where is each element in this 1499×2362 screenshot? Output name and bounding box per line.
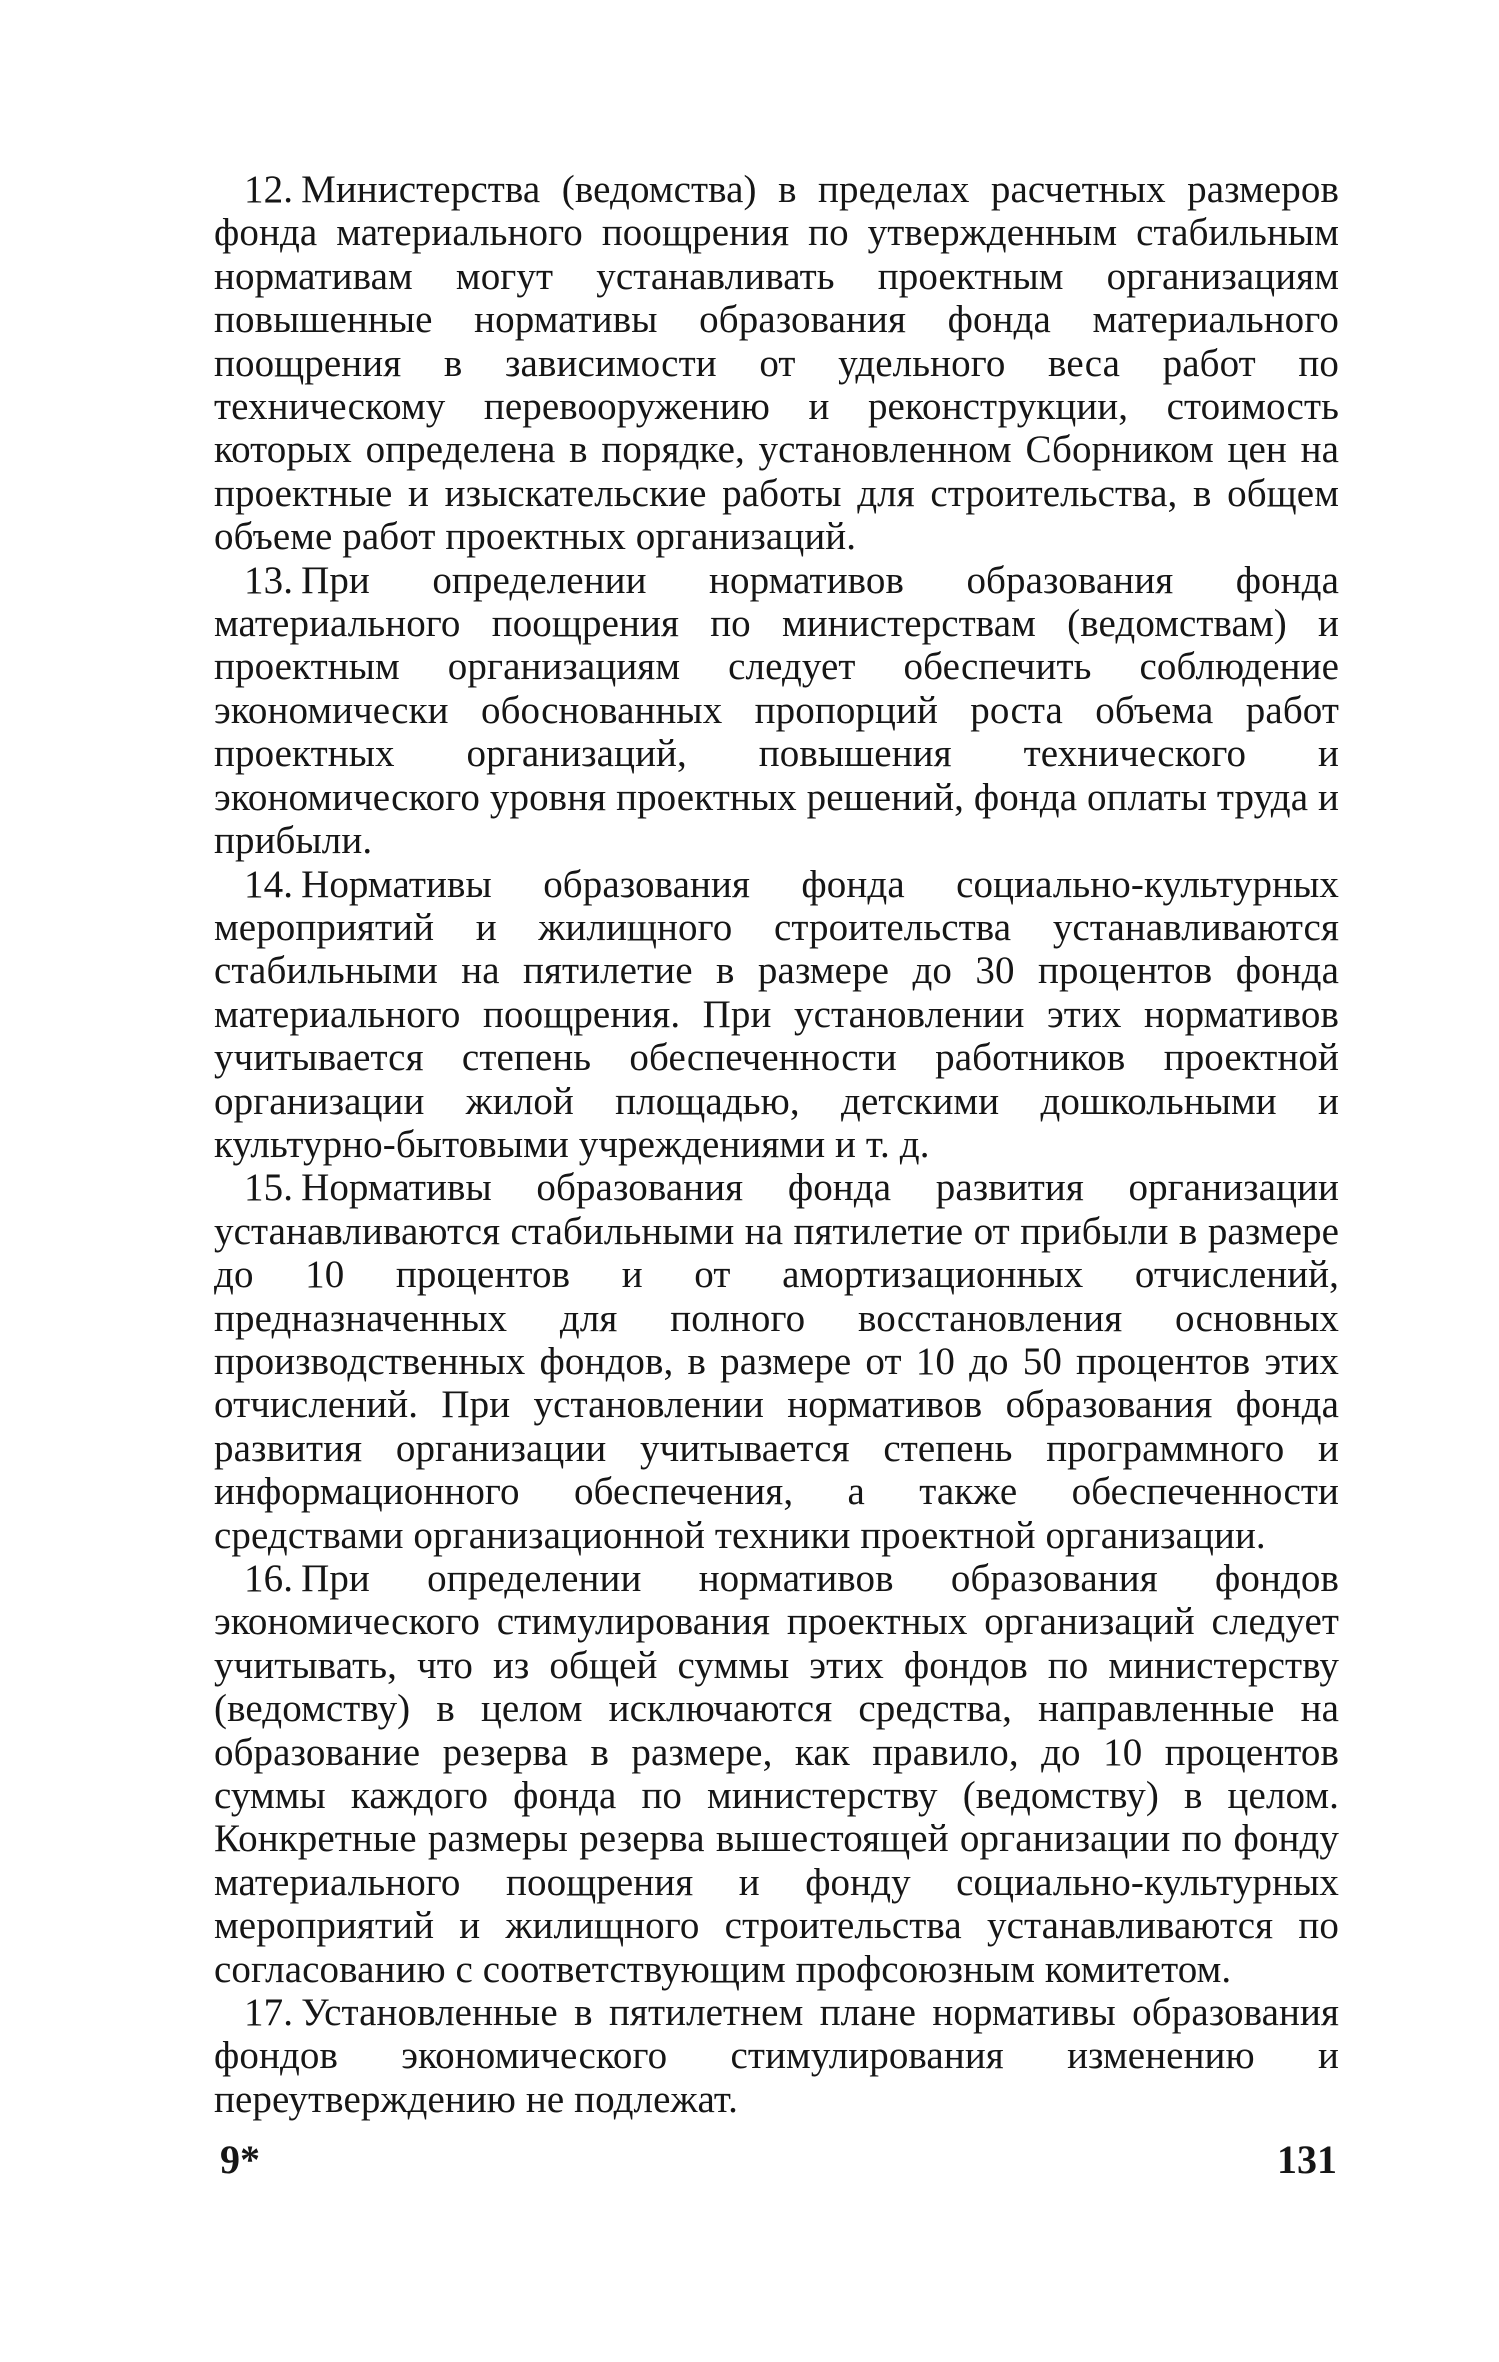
body-text <box>214 168 1339 2121</box>
paragraph-number: 16. <box>244 1557 294 1600</box>
paragraph-13 <box>214 559 1339 863</box>
document-page <box>214 168 1339 2288</box>
paragraph-text: Нормативы образования фонда развития организации устанавливаются стабильными на пятилетие от прибыли в размере до 10 процентов и от амортизационных отчислений, предназначенных для полного восстановления основных производственных фондов, в размере от 10 до 50 процентов этих отчислений. При установлении нормативов образования фонда развития организации учитывается степень программного и информационного обеспечения, а также обеспеченности средствами организационной техники проектной организации. <box>214 1166 1339 1557</box>
paragraph-text: Установленные в пятилетнем плане нормативы образования фондов экономического стимулирования изменению и переутверждению не подлежат. <box>214 1991 1339 2121</box>
paragraph-number: 13. <box>244 558 294 602</box>
paragraph-number: 15. <box>244 1166 294 1210</box>
paragraph-number: 17. <box>244 1991 294 2035</box>
paragraph-text: При определении нормативов образования фонда материального поощрения по министерствам (ведомствам) и проектным организациям следует обеспечить соблюдение экономически обоснованных пропорций роста объема работ проектных организаций, повышения технического и экономического уровня проектных решений, фонда оплаты труда и прибыли. <box>214 558 1339 863</box>
paragraph-number: 14. <box>244 862 294 906</box>
page-number: 131 <box>1277 2137 1337 2182</box>
paragraph-17 <box>214 1991 1339 2121</box>
paragraph-12 <box>214 168 1339 559</box>
paragraph-number: 12. <box>244 168 294 211</box>
page-footer <box>214 2136 1339 2196</box>
signature-mark: 9* <box>220 2137 260 2182</box>
paragraph-text: Нормативы образования фонда социально-культурных мероприятий и жилищного строительства устанавливаются стабильными на пятилетие в размере до 30 процентов фонда материального поощрения. При установлении этих нормативов учитывается степень обеспеченности работников проектной организации жилой площадью, детскими дошкольными и культурно-бытовыми учреждениями и т. д. <box>214 862 1339 1166</box>
paragraph-16 <box>214 1557 1339 1991</box>
paragraph-14 <box>214 863 1339 1167</box>
paragraph-text: Министерства (ведомства) в пределах расчетных размеров фонда материального поощрения по утвержденным стабильным нормативам могут устанавливать проектным организациям повышенные нормативы образования фонда материального поощрения в зависимости от удельного веса работ по техническому перевооружению и реконструкции, стоимость которых определена в порядке, установленном Сборником цен на проектные и изыскательские работы для строительства, в общем объеме работ проектных организаций. <box>214 168 1339 559</box>
paragraph-15 <box>214 1166 1339 1557</box>
paragraph-text: При определении нормативов образования фондов экономического стимулирования проектных организаций следует учитывать, что из общей суммы этих фондов по министерству (ведомству) в целом исключаются средства, направленные на образование резерва в размере, как правило, до 10 процентов суммы каждого фонда по министерству (ведомству) в целом. Конкретные размеры резерва вышестоящей организации по фонду материального поощрения и фонду социально-культурных мероприятий и жилищного строительства устанавливаются по согласованию с соответствующим профсоюзным комитетом. <box>214 1557 1339 1991</box>
